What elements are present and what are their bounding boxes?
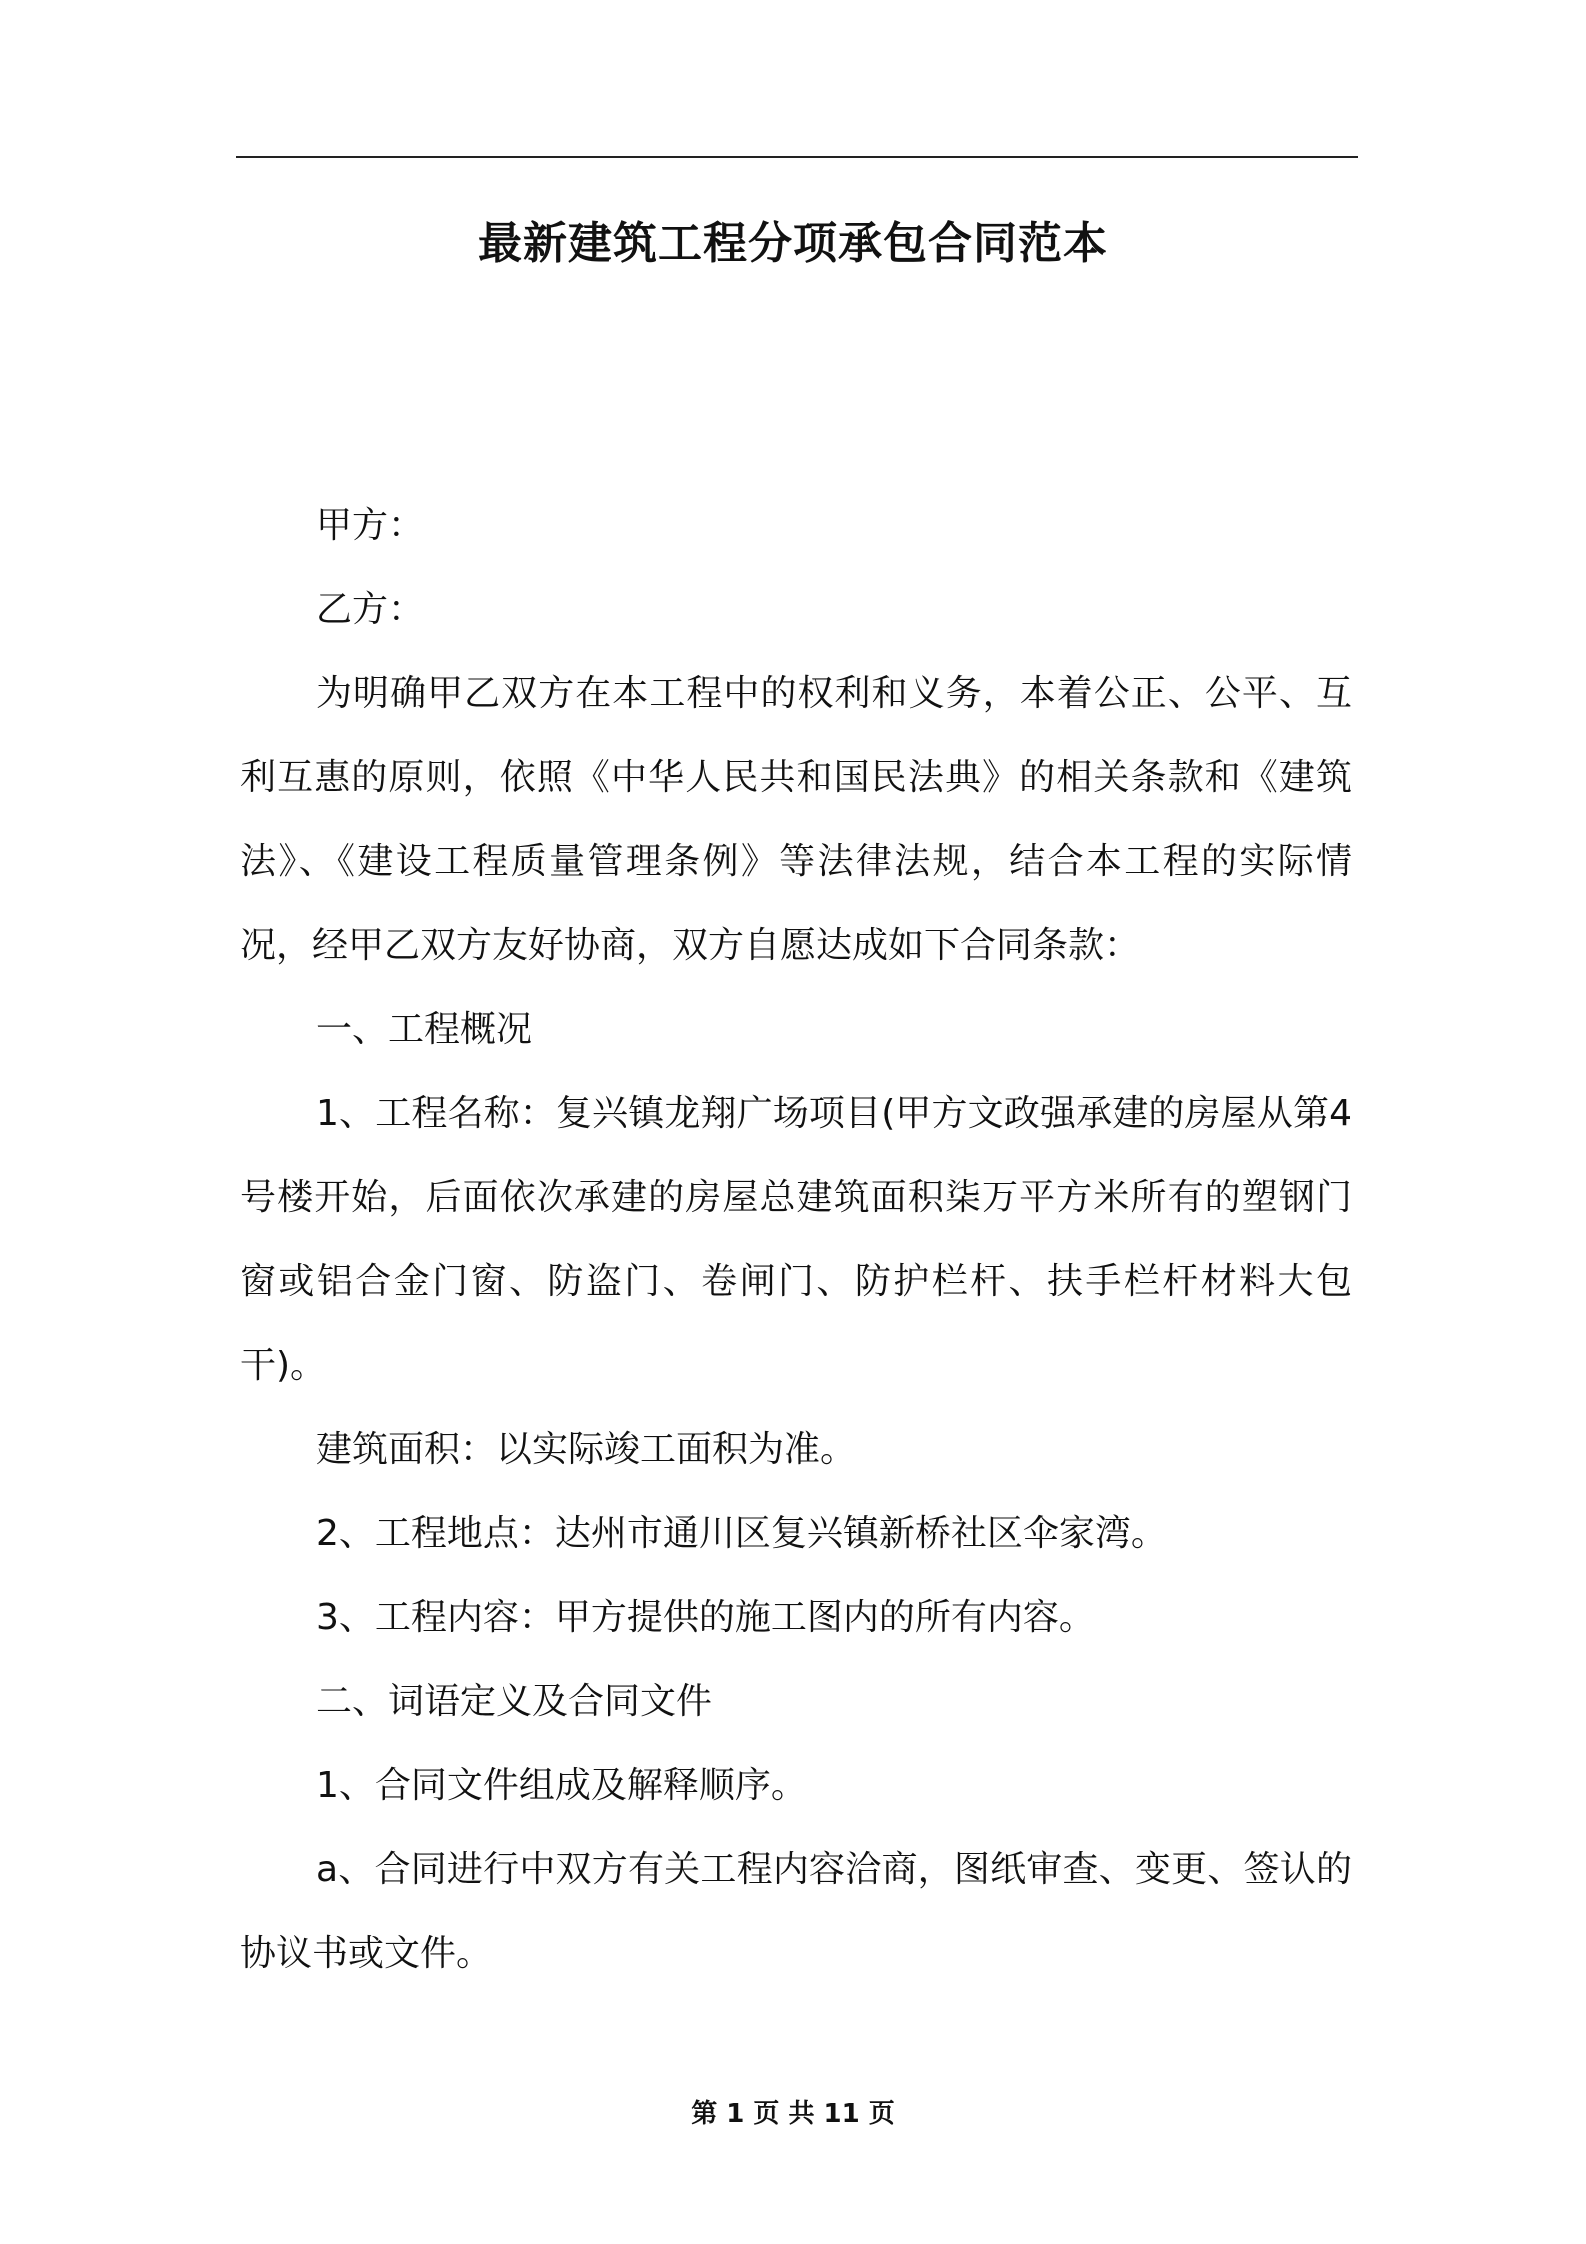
clause-project-name: 1、工程名称：复兴镇龙翔广场项目(甲方文政强承建的房屋从第4号楼开始，后面依次承建的房屋总建筑面积柒万平方米所有的塑钢门窗或铝合金门窗、防盗门、卷闸门、防护栏杆、扶手栏杆材料大包干)。	[240, 1093, 1352, 1386]
clause-project-location: 2、工程地点：达州市通川区复兴镇新桥社区伞家湾。	[316, 1513, 1167, 1554]
party-a-line: 甲方：	[316, 505, 425, 546]
footer-suffix: 页	[868, 2099, 895, 2129]
party-b-line: 乙方：	[316, 589, 425, 630]
clause-project-content: 3、工程内容：甲方提供的施工图内的所有内容。	[316, 1597, 1095, 1638]
footer-total-pages: 11	[823, 2099, 860, 2129]
page-footer	[0, 2094, 1586, 2134]
footer-prefix: 第	[691, 2099, 718, 2129]
document-body	[240, 484, 1352, 1996]
clause-building-area: 建筑面积：以实际竣工面积为准。	[316, 1429, 857, 1470]
section-heading-project-overview: 一、工程概况	[316, 1009, 533, 1050]
section-heading-definitions: 二、词语定义及合同文件	[316, 1681, 713, 1722]
preamble-paragraph: 为明确甲乙双方在本工程中的权利和义务，本着公正、公平、互利互惠的原则，依照《中华人民共和国民法典》的相关条款和《建筑法》、《建设工程质量管理条例》等法律法规，结合本工程的实际情况，经甲乙双方友好协商，双方自愿达成如下合同条款：	[240, 673, 1352, 966]
header-rule	[236, 156, 1358, 158]
footer-middle: 页 共	[753, 2099, 815, 2129]
document-title: 最新建筑工程分项承包合同范本	[478, 218, 1108, 269]
footer-page-number: 1	[726, 2099, 745, 2129]
clause-contract-documents: 1、合同文件组成及解释顺序。	[316, 1765, 807, 1806]
clause-item-a: a、合同进行中双方有关工程内容洽商，图纸审查、变更、签认的协议书或文件。	[240, 1849, 1352, 1974]
